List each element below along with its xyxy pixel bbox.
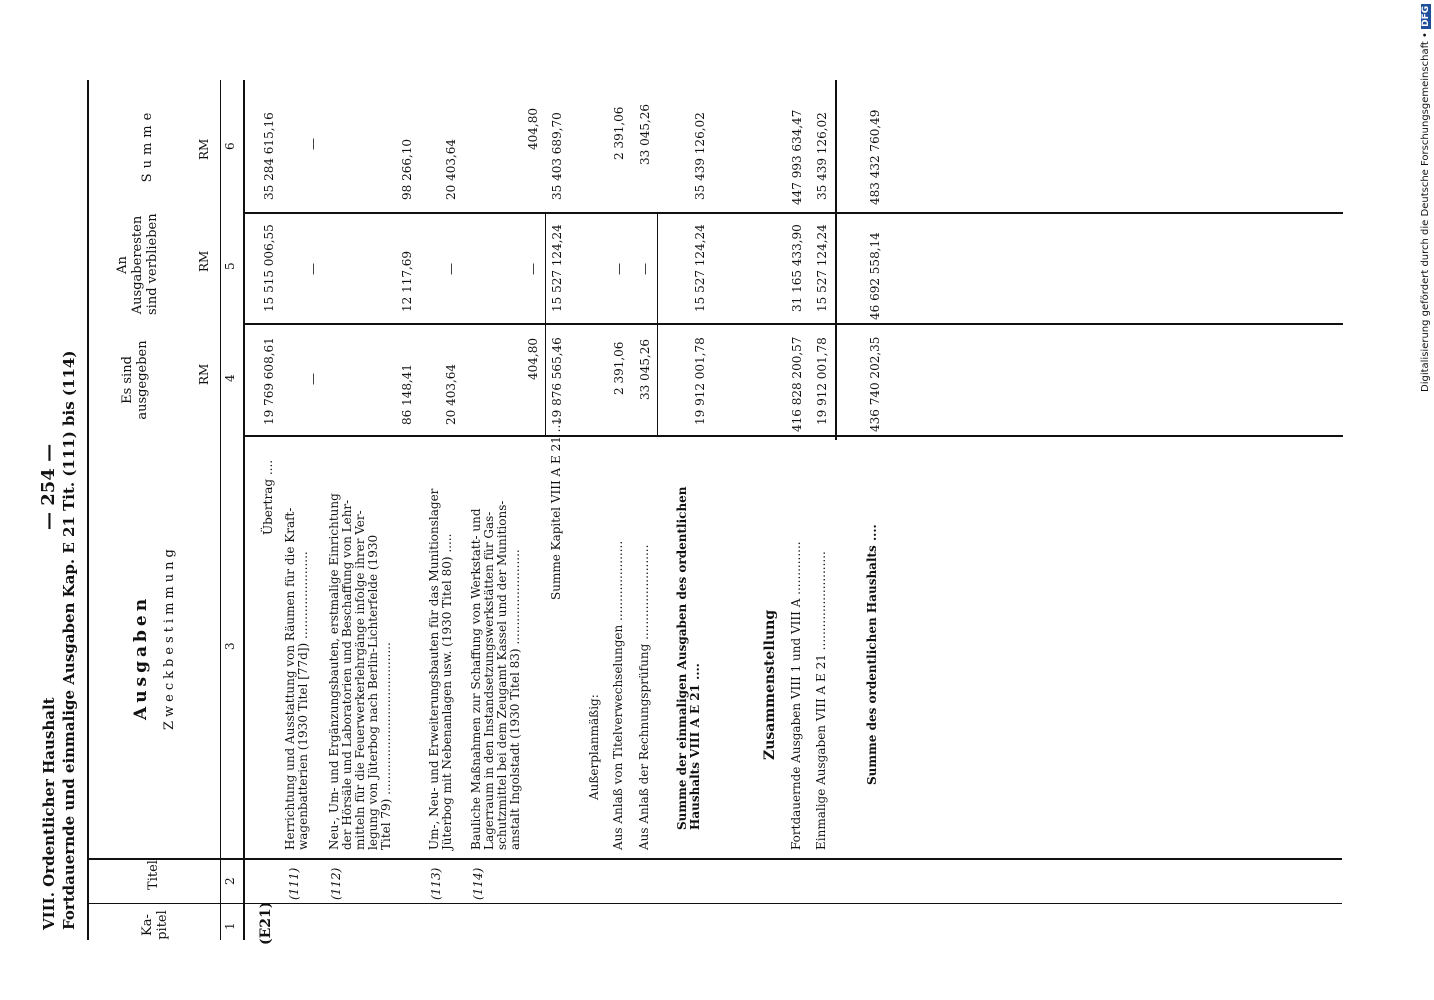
row-value-summe: 33 045,26: [638, 103, 652, 165]
col-number-6: 6: [223, 142, 237, 150]
row-value-reste: 46 692 558,14: [868, 232, 882, 320]
row-value-ausgegeben: 19 912 001,78: [815, 337, 829, 425]
col-header-ausgaben: Ausgaben: [131, 594, 151, 720]
row-value-ausgegeben: 2 391,06: [612, 341, 626, 395]
row-value-reste: 15 527 124,24: [693, 224, 707, 312]
row-value-ausgegeben: 19 912 001,78: [693, 337, 707, 425]
row-titel: (114): [471, 867, 485, 900]
row-value-ausgegeben: 33 045,26: [638, 338, 652, 400]
col-header-summe: Summe: [140, 107, 155, 183]
row-value-summe: 404,80: [526, 108, 540, 150]
grand-total-line: [835, 80, 837, 440]
col-header-kapitel: Ka- pitel: [140, 910, 170, 940]
row-value-reste: —: [526, 263, 540, 275]
col-header-zweckbestimmung: Zweckbestimmung: [162, 545, 177, 730]
row-text: Aus Anlaß der Rechnungsprüfung .........................: [637, 544, 651, 850]
row-text: Außerplanmäßig:: [587, 694, 601, 800]
row-value-ausgegeben: —: [306, 373, 320, 385]
row-value-summe: 483 432 760,49: [868, 109, 882, 205]
row-titel: (113): [429, 867, 443, 900]
unit-col5: RM: [197, 250, 211, 272]
digitalisierung-note: [1420, 4, 1431, 392]
row-value-reste: —: [638, 263, 652, 275]
row-text: Summe Kapitel VIII A E 21 ....: [549, 417, 563, 600]
col-number-4: 4: [223, 374, 237, 382]
header-body-line: [243, 80, 245, 940]
row-value-summe: 98 266,10: [400, 138, 414, 200]
row-value-summe: 35 403 689,70: [550, 112, 564, 200]
row-text: Aus Anlaß von Titelverwechselungen .....................: [611, 540, 625, 850]
row-value-summe: 35 439 126,02: [815, 112, 829, 200]
row-value-summe: 35 284 615,16: [262, 112, 276, 200]
row-value-ausgegeben: 86 148,41: [400, 363, 414, 425]
col-header-ausgabereste: An Ausgaberesten sind verblieben: [115, 213, 160, 315]
row-value-summe: 2 391,06: [612, 106, 626, 160]
col-header-ausgegeben: Es sind ausgegeben: [120, 340, 150, 420]
row-value-reste: 31 165 433,90: [790, 224, 804, 312]
dfg-logo: DFG: [1421, 5, 1431, 27]
unit-col6: RM: [197, 138, 211, 160]
row-text: Bauliche Maßnahmen zur Schaffung von Werkstatt- und Lagerraum in den Instandsetzungswerkstätten für Gas- schutzmittel bei dem Zeugamt Kassel und der Munitions- anstalt Ingolstadt (1930 Titel 83) .........................: [469, 500, 522, 850]
subtotal-line: [545, 212, 546, 437]
col-divider-4-5: [243, 323, 1343, 325]
col-number-2: 2: [223, 877, 237, 885]
row-text: Herrichtung und Ausstattung von Räumen für die Kraft- wagenbatterien (1930 Titel [77d]) .......................: [283, 507, 310, 850]
col-number-5: 5: [223, 262, 237, 270]
row-text-bold: Summe der einmaligen Ausgaben des ordentlichen Haushalts VIII A E 21 ....: [675, 486, 702, 830]
row-titel: (112): [329, 867, 343, 900]
row-text: Um-, Neu- und Erweiterungsbauten für das Munitionslager Jüterbog mit Nebenanlagen usw. (1930 Titel 80) .....: [427, 488, 454, 850]
row-titel: (111): [287, 867, 301, 900]
col-divider-3-4: [243, 435, 1343, 437]
row-value-reste: —: [612, 263, 626, 275]
row-value-ausgegeben: 19 876 565,46: [550, 337, 564, 425]
row-value-ausgegeben: 19 769 608,61: [262, 337, 276, 425]
section-zusammenstellung: Zusammenstellung: [762, 609, 778, 760]
col-divider-1-2: [87, 903, 1342, 904]
row-value-reste: 15 527 124,24: [815, 224, 829, 312]
row-value-reste: 15 515 006,55: [262, 224, 276, 312]
row-text-bold: Summe des ordentlichen Haushalts ....: [865, 524, 879, 785]
row-value-ausgegeben: 436 740 202,35: [868, 336, 882, 432]
row-text: Einmalige Ausgaben VIII A E 21 ..........................: [814, 551, 828, 850]
header-number-row-line: [220, 80, 221, 940]
col-header-titel: Titel: [146, 860, 161, 890]
table-left-border: [87, 80, 89, 940]
row-value-reste: —: [306, 263, 320, 275]
row-value-summe: 447 993 634,47: [790, 109, 804, 205]
row-value-reste: —: [444, 263, 458, 275]
total-line: [657, 212, 658, 437]
row-value-reste: 12 117,69: [400, 250, 414, 312]
col-divider-5-6: [243, 212, 1343, 214]
unit-col4: RM: [197, 363, 211, 385]
col-divider-2-3: [87, 858, 1342, 859]
row-value-summe: 20 403,64: [444, 138, 458, 200]
col-number-3: 3: [223, 642, 237, 650]
row-value-ausgegeben: 416 828 200,57: [790, 336, 804, 432]
page-subtitle: Fortdauernde und einmalige Ausgaben Kap. E 21 Tit. (111) bis (114): [60, 350, 78, 930]
row-text: Fortdauernde Ausgaben VIII 1 und VIII A ..............: [789, 541, 803, 850]
row-value-ausgegeben: 404,80: [526, 338, 540, 380]
page-number: — 254 —: [38, 443, 59, 530]
digitalisierung-text: Digitalisierung gefördert durch die Deutsche Forschungsgemeinschaft •: [1420, 32, 1431, 392]
row-text: Übertrag ....: [261, 459, 275, 535]
col-number-1: 1: [223, 922, 237, 930]
row-value-summe: —: [306, 138, 320, 150]
row-value-summe: 35 439 126,02: [693, 112, 707, 200]
kapitel-value: (E21): [258, 901, 274, 945]
row-value-reste: 15 527 124,24: [550, 224, 564, 312]
row-value-ausgegeben: 20 403,64: [444, 363, 458, 425]
row-text: Neu-, Um- und Ergänzungsbauten, erstmalige Einrichtung der Hörsäle und Laboratorien und Beschaffung von Lehr- mitteln für die Feuerwerkerlehrgänge infolge ihrer Ver- legung von Jüterbog nach Berlin-Lichterfelde (1930 Titel 79) ........................................: [327, 493, 393, 850]
section-title: VIII. Ordentlicher Haushalt: [40, 697, 58, 930]
